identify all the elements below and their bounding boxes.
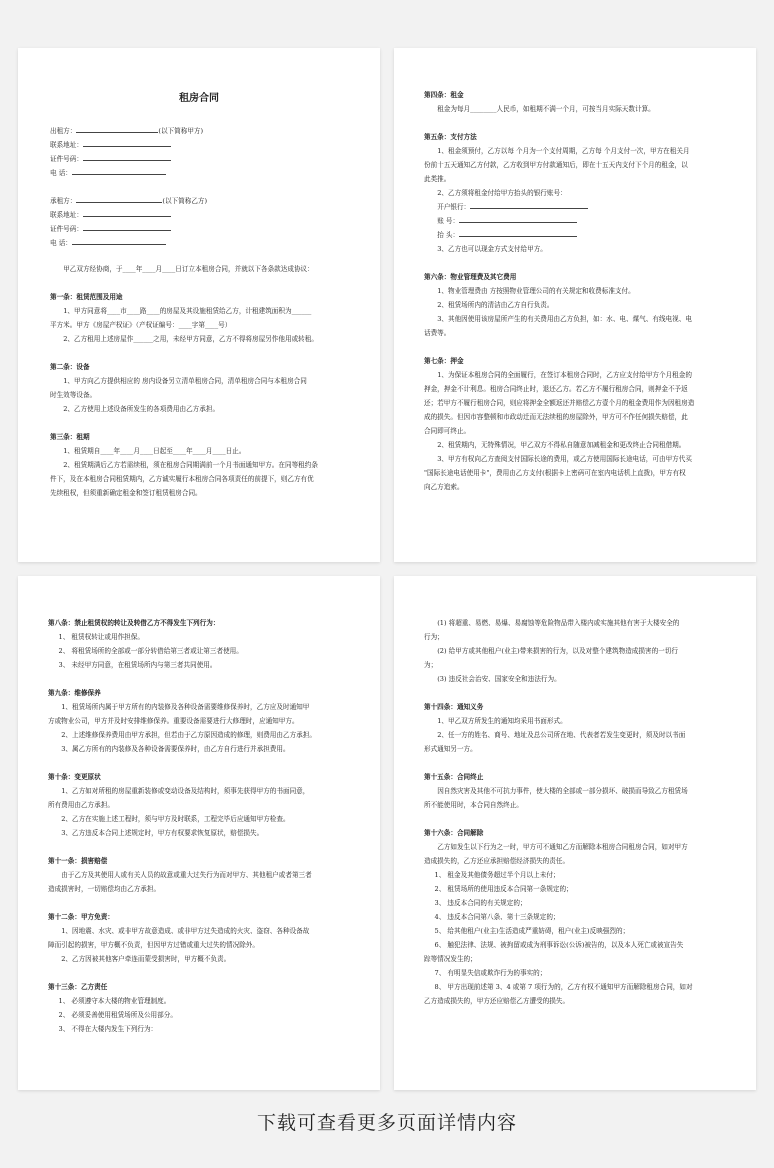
list-item: 7、 有明显失信或欺诈行为的事实的； bbox=[434, 969, 547, 977]
lessee-name-field bbox=[50, 194, 348, 208]
list-item: 5、 给其他租户(业主)生活造成严重妨碍，租户(业主)反映强烈的； bbox=[434, 927, 630, 935]
section-heading: 第十五条：合同终止 bbox=[424, 773, 484, 781]
clause-text: 份前十五天通知乙方付款，乙方收到甲方付款通知后，即在十五天内支付下个月的租金，以 bbox=[424, 161, 688, 169]
clause-text: 2、乙方因被其他客户牵连而蒙受损害时，甲方概不负责。 bbox=[61, 955, 231, 963]
lessor-name-blank bbox=[76, 124, 158, 133]
clause-text: 1、租赁场所内属于甲方所有的内装修及各种设备需要维修保养时，乙方应及时通知甲 bbox=[61, 703, 310, 711]
account-blank bbox=[459, 214, 577, 223]
clause-text: 踪等情况发生的； bbox=[424, 955, 477, 963]
lessee-name-blank bbox=[76, 194, 162, 203]
bank-field bbox=[424, 200, 726, 214]
download-more-link[interactable]: 下载可查看更多页面详情内容 bbox=[256, 1112, 517, 1134]
clause-text: 2、乙方租用上述房屋作______之用，未经甲方同意，乙方不得将房屋另作他用或转租。 bbox=[63, 335, 318, 343]
clause-text: 造成损失的，乙方还应承担赔偿经济损失的责任。 bbox=[424, 857, 570, 865]
list-item: 2、 必须妥善使用租赁场所及公用部分。 bbox=[58, 1011, 177, 1019]
section-heading: 第十六条：合同解除 bbox=[424, 829, 484, 837]
list-item: 1、 租金及其他债务超过半个月以上未付； bbox=[434, 871, 560, 879]
clause-text: 造成损害时，一切赔偿均由乙方承担。 bbox=[48, 885, 161, 893]
clause-text: 障而引起的损害，甲方概不负责，但因甲方过错或重大过失的情况除外。 bbox=[48, 941, 259, 949]
lessor-address-blank bbox=[83, 138, 171, 147]
lessor-address-field bbox=[50, 138, 348, 152]
document-page-4 bbox=[394, 576, 756, 1090]
clause-text: 1、物业管理费由 方按照物业管理公司的有关规定和收费标准支付。 bbox=[437, 287, 635, 295]
clause-text: 成的损失。但因市容整顿和市政动迁而无法续租的房屋除外，甲方可不作任何损失赔偿，此 bbox=[424, 413, 688, 421]
list-item: 3、 不得在大楼内发生下列行为： bbox=[58, 1025, 158, 1033]
section-heading: 第四条：租金 bbox=[424, 91, 464, 99]
lessee-address-field bbox=[50, 208, 348, 222]
list-item: 4、 违反本合同第八条、第十三条规定的； bbox=[434, 913, 560, 921]
clause-text: 还；若甲方不履行租房合同，则应将押金全额返还并赔偿乙方壹个月的租金费用作为因租房造 bbox=[424, 399, 695, 407]
clause-text: (2) 给甲方或其他租户(业主)带来损害的行为，以及对整个建筑物造成损害的一切行 bbox=[437, 647, 678, 655]
lessor-id-field bbox=[50, 152, 348, 166]
clause-text: 3、其他因使用该房屋所产生的有关费用由乙方负担，如：水、电、煤气、有线电视、电 bbox=[437, 315, 692, 323]
clause-text: 3、属乙方所有的内装修及各种设备需要保养时，由乙方自行进行并承担费用。 bbox=[61, 745, 290, 753]
clause-text: 2、租赁期内，无特殊情况，甲乙双方不得私自随意加减租金和更改终止合同租借期。 bbox=[437, 441, 686, 449]
lessor-phone-field bbox=[50, 166, 348, 180]
bank-blank bbox=[470, 200, 588, 209]
section-heading: 第十三条：乙方责任 bbox=[48, 983, 108, 991]
clause-text: 所有费用由乙方承担。 bbox=[48, 801, 114, 809]
lessee-phone-blank bbox=[72, 236, 166, 245]
document-page-1 bbox=[18, 48, 380, 562]
clause-text: 3、乙方也可以现金方式支付给甲方。 bbox=[437, 245, 547, 253]
clause-text: 合同即可终止。 bbox=[424, 427, 471, 435]
clause-text: (3) 违反社会治安、国家安全和违法行为。 bbox=[437, 675, 561, 683]
clause-text: 1、甲方向乙方提供相应的 房内设备另立清单租房合同，清单租房合同与本租房合同 bbox=[63, 377, 307, 385]
clause-text: 时生效等设备。 bbox=[50, 391, 97, 399]
section-heading: 第七条：押金 bbox=[424, 357, 464, 365]
clause-text: (1) 将超重、易燃、易爆、易腐蚀等危险物品带入楼内或实施其他有害于大楼安全的 bbox=[437, 619, 680, 627]
clause-text: 2、租赁期满后乙方若需续租，须在租房合同期满前一个月书面通知甲方。在同等租约条 bbox=[63, 461, 318, 469]
lessee-phone-field bbox=[50, 236, 348, 250]
list-item: 6、 触犯法律、法规、被拘留或成为刑事诉讼(公诉)被告的，以及本人死亡或被宣告失 bbox=[434, 941, 684, 949]
clause-text: 件下，及在本租房合同租赁期内，乙方诚实履行本租房合同各项责任的前提下，则乙方有优 bbox=[50, 475, 314, 483]
section-heading: 第五条：支付方法 bbox=[424, 133, 477, 141]
section-heading: 第十四条：通知义务 bbox=[424, 703, 484, 711]
clause-text: 2、租赁场所内的清洁由乙方自行负责。 bbox=[437, 301, 554, 309]
clause-text: 1、甲乙双方所发生的通知均采用书面形式。 bbox=[437, 717, 567, 725]
lessor-id-blank bbox=[83, 152, 171, 161]
document-page-2 bbox=[394, 48, 756, 562]
lessor-id-label: 证件号码： bbox=[50, 155, 83, 163]
clause-text: 由于乙方及其使用人或有关人员的故意或重大过失行为而对甲方、其他租户或者第三者 bbox=[61, 871, 312, 879]
lessor-name-label: 出租方： bbox=[50, 127, 77, 135]
list-item: 2、 租赁场所的使用违反本合同第一条规定的； bbox=[434, 885, 573, 893]
clause-text: 租金为每月________人民币，如租期不满一个月，可按当月实际天数计算。 bbox=[437, 105, 655, 113]
page-title: 租房合同 bbox=[179, 93, 219, 104]
clause-text: 为； bbox=[424, 661, 438, 669]
list-item: 3、 未经甲方同意，在租赁场所内与第三者共同使用。 bbox=[58, 661, 217, 669]
lessee-phone-label: 电 话： bbox=[50, 239, 72, 247]
clause-text: 向乙方追索。 bbox=[424, 483, 464, 491]
clause-text: 此类推。 bbox=[424, 175, 451, 183]
section-heading: 第二条：设备 bbox=[50, 363, 90, 371]
clause-text: 2、乙方须将租金付给甲方抬头的银行账号： bbox=[437, 189, 567, 197]
clause-text: 1、乙方如对所租的房屋重新装修或变动设备及结构时，须事先获得甲方的书面同意， bbox=[61, 787, 310, 795]
holder-blank bbox=[459, 228, 577, 237]
lessee-id-blank bbox=[83, 222, 171, 231]
section-heading: 第十一条：损害赔偿 bbox=[48, 857, 108, 865]
clause-text: 3、甲方有权向乙方查阅支付国际长途的费用，或乙方使用国际长途电话，可由甲方代买 bbox=[437, 455, 692, 463]
list-item: 2、 将租赁场所的全部或一部分转借给第三者或让第三者使用。 bbox=[58, 647, 243, 655]
document-page-3 bbox=[18, 576, 380, 1090]
section-heading: 第三条：租期 bbox=[50, 433, 90, 441]
clause-text: 1、租赁期自____年____月____日起至____年____月____日止。 bbox=[63, 447, 246, 455]
lessee-address-label: 联系地址： bbox=[50, 211, 83, 219]
lessor-phone-blank bbox=[72, 166, 166, 175]
account-field bbox=[424, 214, 726, 228]
clause-text: 因自然灾害及其他不可抗力事件，使大楼的全部或一部分损坏、破损而导致乙方租赁场 bbox=[437, 787, 688, 795]
list-item: 8、 甲方出现前述第 3、4 或第 7 项行为的，乙方有权不通知甲方而解除租房合同，如对 bbox=[434, 983, 693, 991]
section-heading: 第一条：租赁范围及用途 bbox=[50, 293, 123, 301]
clause-text: 话费等。 bbox=[424, 329, 451, 337]
clause-text: 乙方造成损失的，甲方还应赔偿乙方遭受的损失。 bbox=[424, 997, 570, 1005]
clause-text: 1、为保证本租房合同的全面履行，在签订本租房合同时，乙方应支付给甲方个月租金的 bbox=[437, 371, 692, 379]
lessee-id-field bbox=[50, 222, 348, 236]
clause-text: 先续租权，但须重新确定租金和签订租赁租房合同。 bbox=[50, 489, 202, 497]
clause-text: 2、任一方的姓名、商号、地址及总公司所在地、代表者若发生变更时，须及时以书面 bbox=[437, 731, 686, 739]
section-heading: 第十二条：甲方免责： bbox=[48, 913, 114, 921]
clause-text: 形式通知另一方。 bbox=[424, 745, 477, 753]
holder-label: 抬 头： bbox=[437, 231, 460, 239]
clause-text: 行为； bbox=[424, 633, 444, 641]
list-item: 3、 违反本合同的有关规定的； bbox=[434, 899, 527, 907]
lessor-address-label: 联系地址： bbox=[50, 141, 83, 149]
lessee-name-note: (以下简称乙方) bbox=[162, 197, 208, 205]
lessee-id-label: 证件号码： bbox=[50, 225, 83, 233]
lessee-address-blank bbox=[83, 208, 171, 217]
clause-text: 2、乙方使用上述设备所发生的各项费用由乙方承担。 bbox=[63, 405, 220, 413]
list-item: 1、 必须遵守本大楼的物业管理制度。 bbox=[58, 997, 171, 1005]
clause-text: 1、因地震、水灾、或非甲方故意造成、或非甲方过失造成的火灾、盗窃、各种设备故 bbox=[61, 927, 310, 935]
lessor-name-field bbox=[50, 124, 348, 138]
clause-text: 方或物业公司，甲方并及时安排维修保养。重要设备需要进行大修理时，应通知甲方。 bbox=[48, 717, 299, 725]
clause-text: 2、上述维修保养费用由甲方承担，但若由于乙方原因造成的修理，则费用由乙方承担。 bbox=[61, 731, 316, 739]
clause-text: 1、租金须预付，乙方以每 个月为一个支付周期，乙方每 个月支付一次，甲方在租关月 bbox=[437, 147, 690, 155]
section-heading: 第八条：禁止租赁权的转让及转借乙方不得发生下列行为： bbox=[48, 619, 220, 627]
clause-text: 3、乙方违反本合同上述规定时，甲方有权要求恢复原状，赔偿损失。 bbox=[61, 829, 264, 837]
clause-text: 乙方如发生以下行为之一时，甲方可不通知乙方而解除本租房合同租房合同，如对甲方 bbox=[437, 843, 688, 851]
clause-text: "国际长途电话使用卡"，费用由乙方支付(根据卡上密码可在室内电话机上直拨)，甲方有权 bbox=[424, 469, 686, 477]
lessor-name-note: (以下简称甲方) bbox=[158, 127, 204, 135]
intro-paragraph: 甲乙双方经协商，于____年____月____日订立本租房合同，并就以下各条款达成协议： bbox=[63, 265, 314, 273]
section-heading: 第十条：变更原状 bbox=[48, 773, 101, 781]
section-heading: 第六条：物业管理费及其它费用 bbox=[424, 273, 517, 281]
clause-text: 所不能使用时，本合同自然终止。 bbox=[424, 801, 523, 809]
section-heading: 第九条：维修保养 bbox=[48, 689, 101, 697]
clause-text: 2、乙方在实施上述工程时，须与甲方及时联系，工程完毕后应通知甲方检查。 bbox=[61, 815, 290, 823]
holder-field bbox=[424, 228, 726, 242]
lessor-phone-label: 电 话： bbox=[50, 169, 72, 177]
account-label: 账 号： bbox=[437, 217, 460, 225]
clause-text: 平方米。甲方《房屋产权证》（产权证编号：____字第____号） bbox=[50, 321, 232, 329]
clause-text: 押金，押金不计利息。租房合同终止时，退还乙方。若乙方不履行租房合同，则押金不予返 bbox=[424, 385, 688, 393]
bank-label: 开户银行： bbox=[437, 203, 471, 211]
list-item: 1、 租赁权转让或用作担保。 bbox=[58, 633, 144, 641]
lessee-name-label: 承租方： bbox=[50, 197, 77, 205]
clause-text: 1、甲方同意将____市____路____的房屋及其设施租赁给乙方，计租建筑面积为______ bbox=[63, 307, 312, 315]
